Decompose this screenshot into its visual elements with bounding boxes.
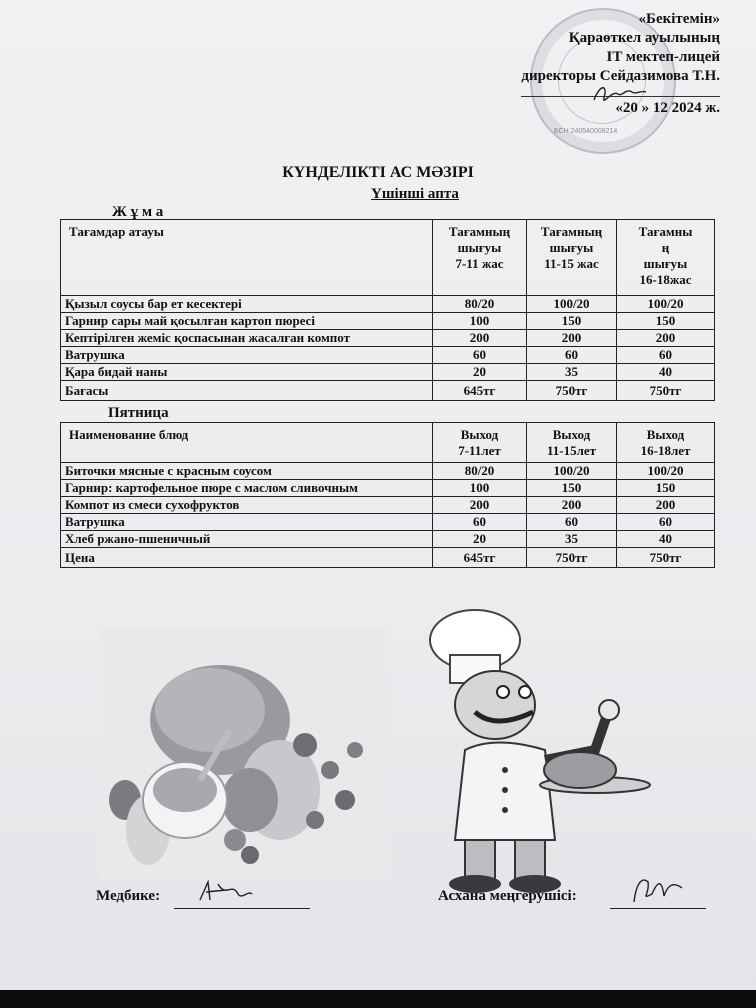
approval-line-1: «Бекітемін» — [638, 11, 720, 27]
portion-7-11: 80/20 — [433, 296, 527, 313]
dish-name: Кептірілген жеміс қоспасынан жасалған компот — [61, 330, 433, 347]
column-header-age-11-15: Выход 11-15лет — [527, 423, 617, 463]
portion-16-18: 100/20 — [617, 296, 715, 313]
day-label-kz: Ж ұ м а — [112, 204, 164, 220]
table-row — [61, 514, 715, 531]
price-11-15: 750тг — [527, 381, 617, 401]
table-row — [61, 531, 715, 548]
portion-7-11: 200 — [433, 330, 527, 347]
table-row — [61, 330, 715, 347]
portion-16-18: 150 — [617, 313, 715, 330]
price-11-15: 750тг — [527, 548, 617, 568]
page-subtitle: Үшінші апта — [371, 186, 459, 202]
approval-line-3: IT мектеп-лицей — [606, 49, 720, 65]
portion-11-15: 100/20 — [527, 463, 617, 480]
nurse-signature-icon — [196, 878, 256, 906]
dish-name: Гарнир сары май қосылған картоп пюресі — [61, 313, 433, 330]
director-signature-icon — [590, 80, 650, 110]
dish-name: Қызыл соусы бар ет кесектері — [61, 296, 433, 313]
portion-11-15: 60 — [527, 514, 617, 531]
portion-16-18: 60 — [617, 347, 715, 364]
column-header-age-16-18: Тағамны ң шығуы 16-18жас — [617, 220, 715, 296]
price-16-18: 750тг — [617, 548, 715, 568]
bottom-edge-bar — [0, 990, 756, 1008]
portion-16-18: 40 — [617, 531, 715, 548]
dish-name: Қара бидай наны — [61, 364, 433, 381]
table-row — [61, 480, 715, 497]
column-header-age-16-18: Выход 16-18лет — [617, 423, 715, 463]
dish-name: Хлеб ржано-пшеничный — [61, 531, 433, 548]
portion-11-15: 60 — [527, 347, 617, 364]
table-row — [61, 364, 715, 381]
table-row — [61, 497, 715, 514]
chef-illustration-icon — [415, 600, 665, 900]
kitchen-manager-label: Асхана меңгерушісі: — [438, 888, 577, 904]
table-row — [61, 296, 715, 313]
day-label-ru: Пятница — [108, 405, 169, 421]
kitchen-signature-line — [610, 908, 706, 909]
column-header-age-7-11: Тағамның шығуы 7-11 жас — [433, 220, 527, 296]
price-7-11: 645тг — [433, 548, 527, 568]
dish-name: Гарнир: картофельное пюре с маслом сливочным — [61, 480, 433, 497]
menu-table-ru — [60, 422, 715, 568]
portion-11-15: 200 — [527, 330, 617, 347]
approval-line-4: директоры Сейдазимова Т.Н. — [521, 68, 720, 84]
approval-line-2: Қараөткел ауылының — [568, 30, 720, 46]
portion-11-15: 150 — [527, 480, 617, 497]
column-header-age-11-15: Тағамның шығуы 11-15 жас — [527, 220, 617, 296]
approval-date: «20 » 12 2024 ж. — [521, 96, 720, 118]
portion-16-18: 40 — [617, 364, 715, 381]
portion-7-11: 80/20 — [433, 463, 527, 480]
nurse-label: Медбике: — [96, 888, 161, 904]
portion-16-18: 100/20 — [617, 463, 715, 480]
dish-name: Биточки мясные с красным соусом — [61, 463, 433, 480]
dish-name: Компот из смеси сухофруктов — [61, 497, 433, 514]
kitchen-manager-signature-icon — [628, 874, 688, 906]
portion-11-15: 150 — [527, 313, 617, 330]
seal-code: БСН 240540008214 — [554, 128, 618, 135]
column-header-age-7-11: Выход 7-11лет — [433, 423, 527, 463]
portion-11-15: 200 — [527, 497, 617, 514]
dish-name: Ватрушка — [61, 347, 433, 364]
portion-7-11: 20 — [433, 364, 527, 381]
column-header-dish: Наименование блюд — [61, 423, 433, 463]
portion-11-15: 35 — [527, 531, 617, 548]
portion-16-18: 200 — [617, 330, 715, 347]
column-header-dish: Тағамдар атауы — [61, 220, 433, 296]
price-label: Цена — [61, 548, 433, 568]
food-photo — [100, 630, 390, 880]
table-header-row — [61, 423, 715, 463]
dish-name: Ватрушка — [61, 514, 433, 531]
page-title: КҮНДЕЛІКТІ АС МӘЗІРІ — [282, 164, 474, 181]
portion-7-11: 100 — [433, 480, 527, 497]
price-label: Бағасы — [61, 381, 433, 401]
table-row — [61, 313, 715, 330]
portion-16-18: 60 — [617, 514, 715, 531]
portion-7-11: 100 — [433, 313, 527, 330]
table-row — [61, 463, 715, 480]
price-7-11: 645тг — [433, 381, 527, 401]
price-row — [61, 548, 715, 568]
portion-16-18: 200 — [617, 497, 715, 514]
table-header-row — [61, 220, 715, 296]
portion-11-15: 100/20 — [527, 296, 617, 313]
portion-7-11: 200 — [433, 497, 527, 514]
table-row — [61, 347, 715, 364]
nurse-signature-line — [174, 908, 310, 909]
portion-7-11: 60 — [433, 347, 527, 364]
price-16-18: 750тг — [617, 381, 715, 401]
portion-7-11: 20 — [433, 531, 527, 548]
price-row — [61, 381, 715, 401]
menu-table-kz — [60, 219, 715, 401]
portion-11-15: 35 — [527, 364, 617, 381]
portion-7-11: 60 — [433, 514, 527, 531]
portion-16-18: 150 — [617, 480, 715, 497]
